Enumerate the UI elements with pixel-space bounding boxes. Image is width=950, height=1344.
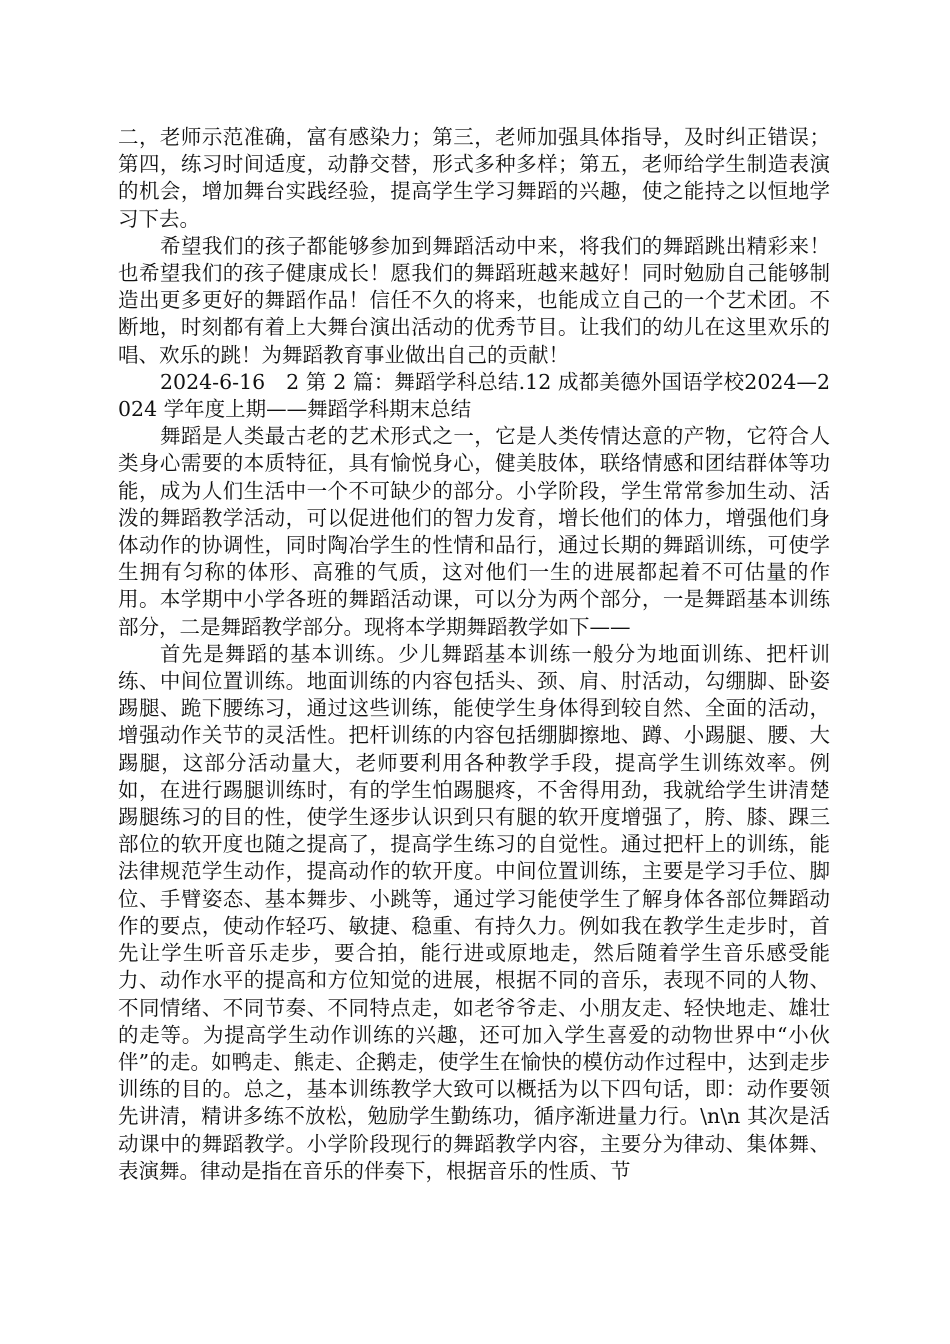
paragraph-3-heading: 2024-6-16 2 第 2 篇：舞蹈学科总结.12 成都美德外国语学校2024—2024 学年度上期——舞蹈学科期末总结 [118,369,830,422]
paragraph-4: 舞蹈是人类最古老的艺术形式之一，它是人类传情达意的产物，它符合人类身心需要的本质特征，具有愉悦身心，健美肢体，联络情感和团结群体等功能，成为人们生活中一个不可缺少的部分。小学阶段，学生常常参加生动、活泼的舞蹈教学活动，可以促进他们的智力发育，增长他们的体力，增强他们身体动作的协调性，同时陶冶学生的性情和品行，通过长期的舞蹈训练，可使学生拥有匀称的体形、高雅的气质，这对他们一生的进展都起着不可估量的作用。本学期中小学各班的舞蹈活动课，可以分为两个部分，一是舞蹈基本训练部分，二是舞蹈教学部分。现将本学期舞蹈教学如下—— [118,424,830,639]
document-page [118,124,830,1185]
paragraph-2: 希望我们的孩子都能够参加到舞蹈活动中来，将我们的舞蹈跳出精彩来！也希望我们的孩子健康成长！愿我们的舞蹈班越来越好！同时勉励自己能够制造出更多更好的舞蹈作品！信任不久的将来，也能成立自己的一个艺术团。不断地，时刻都有着上大舞台演出活动的优秀节目。让我们的幼儿在这里欢乐的唱、欢乐的跳！为舞蹈教育事业做出自己的贡献！ [118,233,830,367]
paragraph-5: 首先是舞蹈的基本训练。少儿舞蹈基本训练一般分为地面训练、把杆训练、中间位置训练。地面训练的内容包括头、颈、肩、肘活动，勾绷脚、卧姿踢腿、跪下腰练习，通过这些训练，能使学生身体得到较自然、全面的活动，增强动作关节的灵活性。把杆训练的内容包括绷脚擦地、蹲、小踢腿、腰、大踢腿，这部分活动量大，老师要利用各种教学手段，提高学生训练效率。例如，在进行踢腿训练时，有的学生怕踢腿疼，不舍得用劲，我就给学生讲清楚踢腿练习的目的性，使学生逐步认识到只有腿的软开度增强了，胯、膝、踝三部位的软开度也随之提高了，提高学生练习的自觉性。通过把杆上的训练，能法律规范学生动作，提高动作的软开度。中间位置训练，主要是学习手位、脚位、手臂姿态、基本舞步、小跳等，通过学习能使学生了解身体各部位舞蹈动作的要点，使动作轻巧、敏捷、稳重、有持久力。例如我在教学生走步时，首先让学生听音乐走步，要合拍，能行进或原地走，然后随着学生音乐感受能力、动作水平的提高和方位知觉的进展，根据不同的音乐，表现不同的人物、不同情绪、不同节奏、不同特点走，如老爷爷走、小朋友走、轻快地走、雄壮的走等。为提高学生动作训练的兴趣，还可加入学生喜爱的动物世界中“小伙伴”的走。如鸭走、熊走、企鹅走，使学生在愉快的模仿动作过程中，达到走步训练的目的。总之，基本训练教学大致可以概括为以下四句话，即：动作要领先讲清，精讲多练不放松，勉励学生勤练功，循序渐进量力行。\n\n 其次是活动课中的舞蹈教学。小学阶段现行的舞蹈教学内容，主要分为律动、集体舞、表演舞。律动是指在音乐的伴奏下，根据音乐的性质、节 [118,641,830,1183]
paragraph-1: 二，老师示范准确，富有感染力；第三，老师加强具体指导，及时纠正错误；第四，练习时间适度，动静交替，形式多种多样；第五，老师给学生制造表演的机会，增加舞台实践经验，提高学生学习舞蹈的兴趣，使之能持之以恒地学习下去。 [118,125,830,231]
